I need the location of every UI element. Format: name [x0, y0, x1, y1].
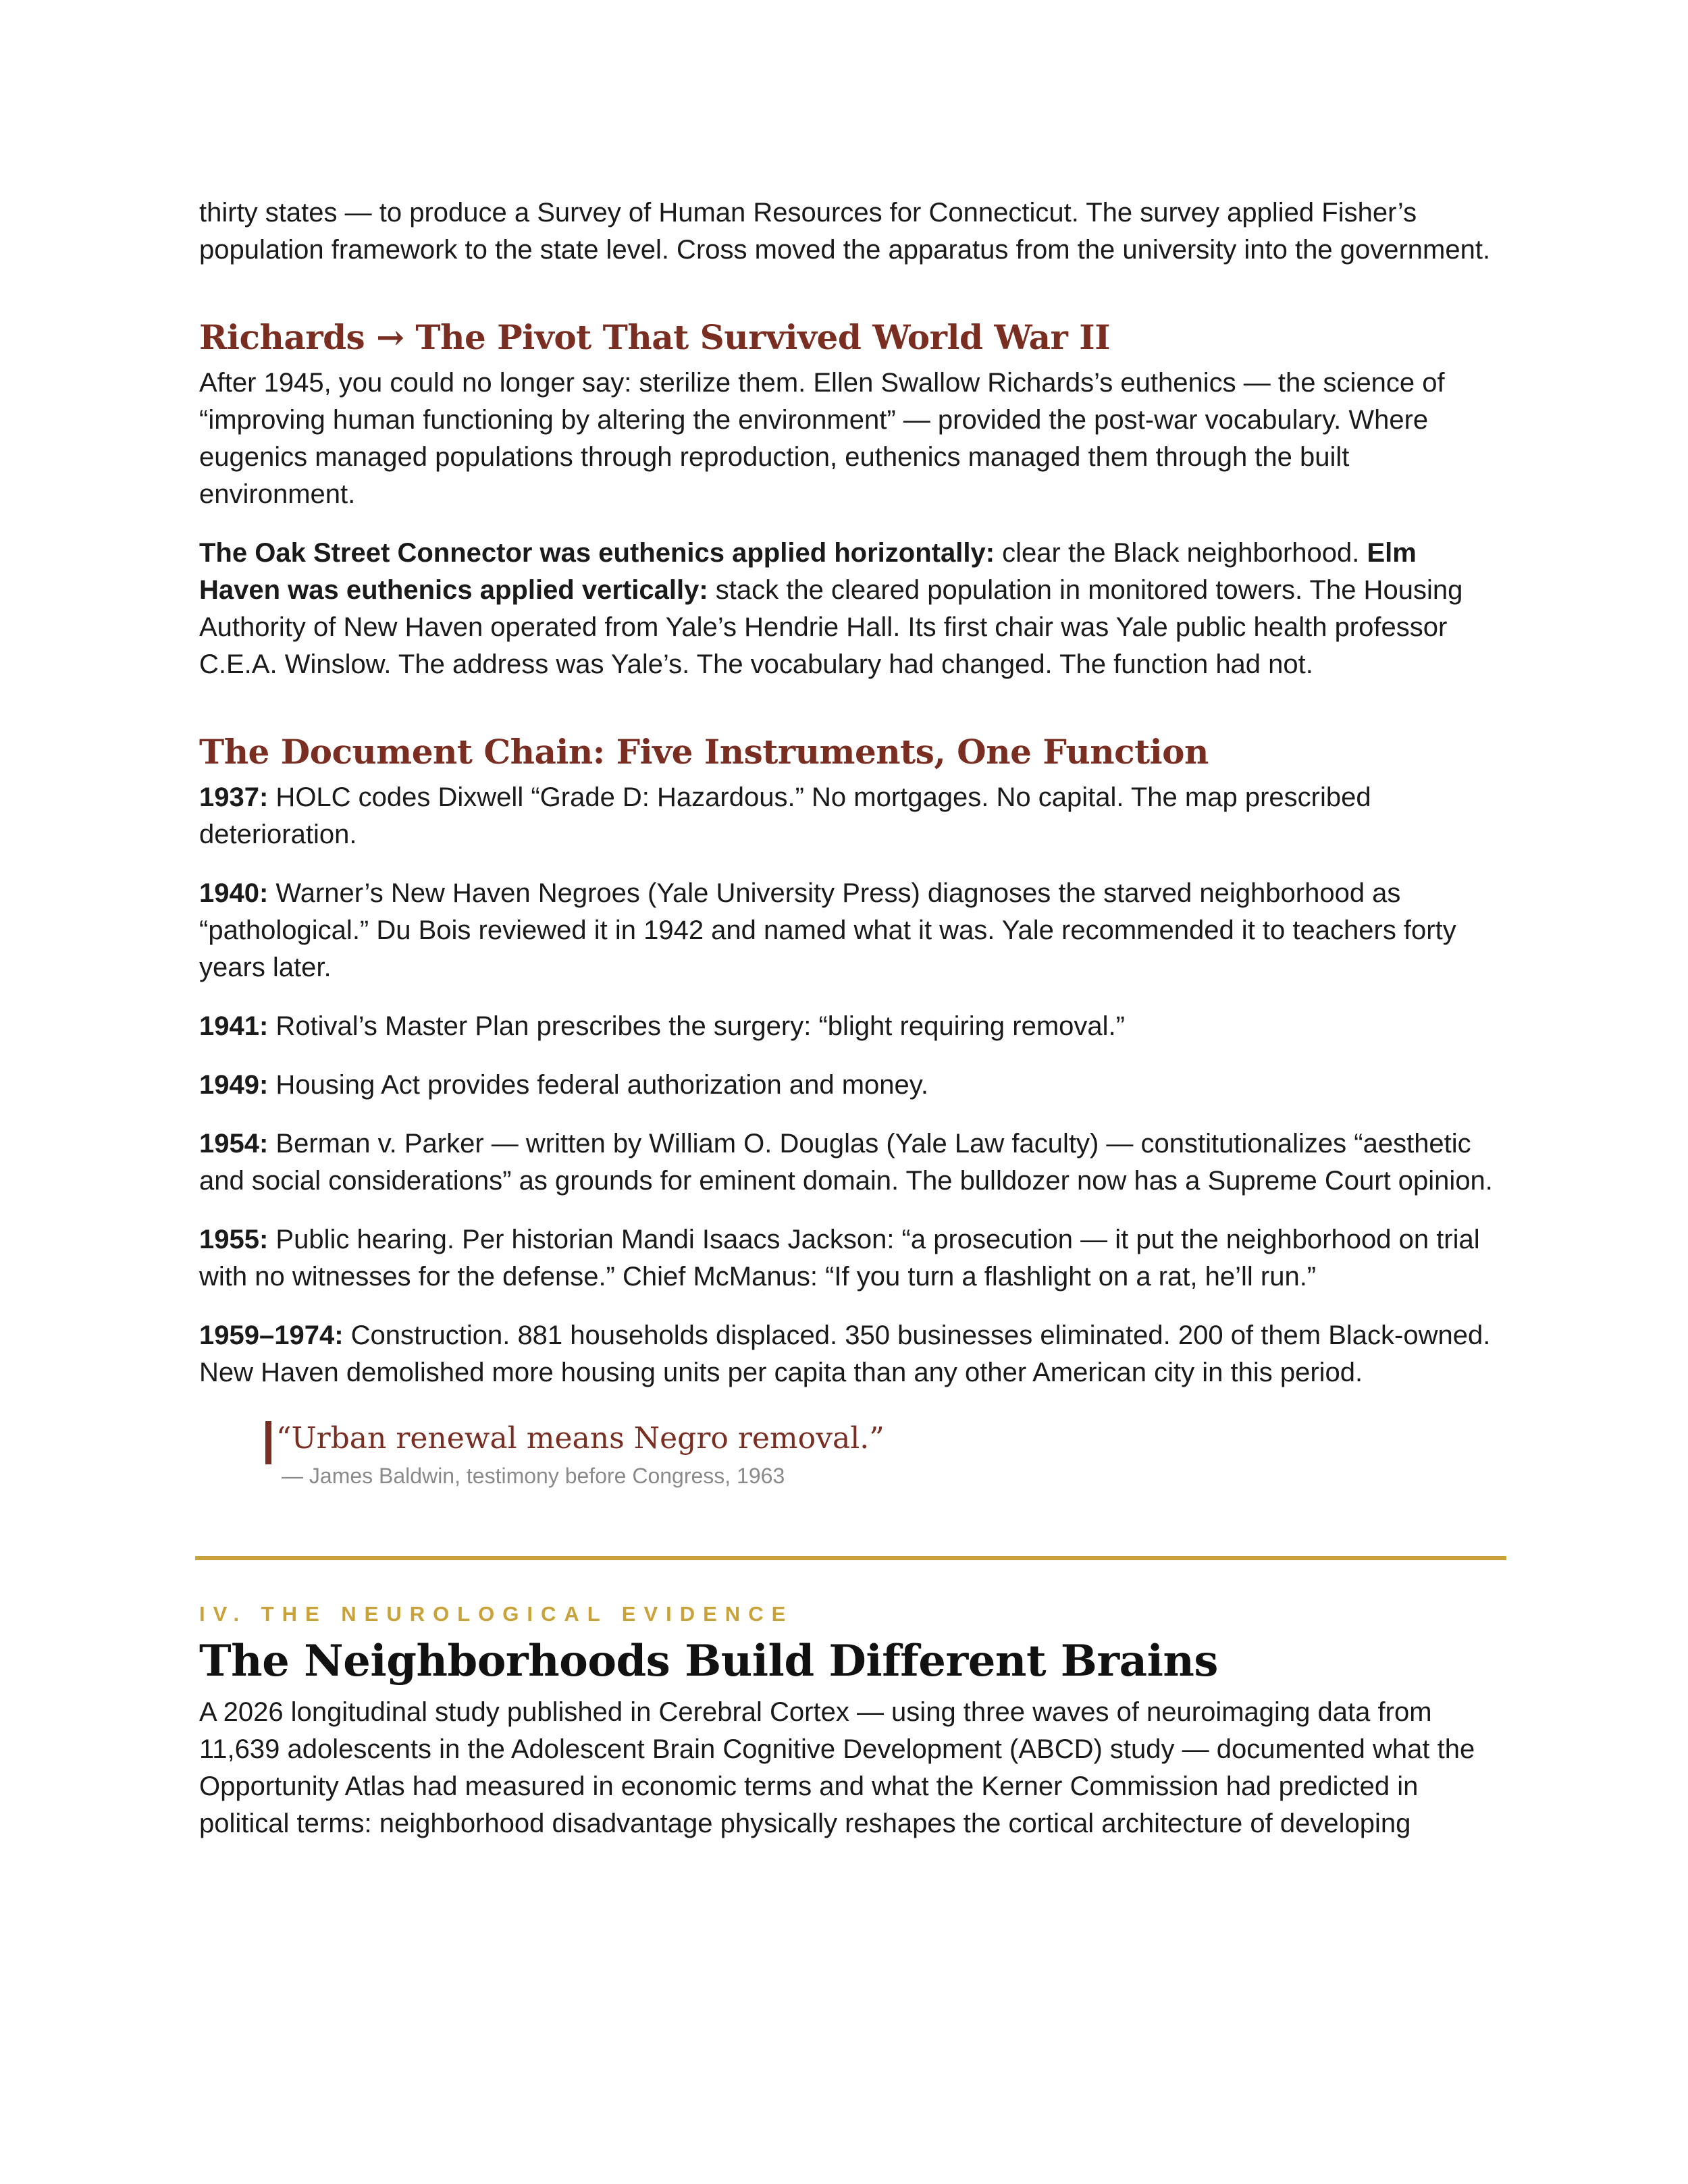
- richards-heading: Richards → The Pivot That Survived World War II: [199, 317, 1111, 357]
- chain-entry-text: Public hearing. Per historian Mandi Isaacs Jackson: “a prosecution — it put the neighborhood on trial with no witnesses for the defense.” Chief McManus: “If you turn a flashlight on a rat, he’ll run.”: [199, 1225, 1480, 1291]
- document-chain-heading: The Document Chain: Five Instruments, One Function: [199, 732, 1209, 772]
- chain-entry-year: 1940:: [199, 878, 269, 908]
- chain-entry: [199, 1125, 1502, 1200]
- intro-paragraph: thirty states — to produce a Survey of Human Resources for Connecticut. The survey applied Fisher’s population framework to the state level. Cross moved the apparatus from the university into the government.: [199, 198, 1491, 265]
- chain-entry-year: 1955:: [199, 1225, 269, 1254]
- chain-entry-year: 1954:: [199, 1129, 269, 1158]
- chain-entry-text: Housing Act provides federal authorization and money.: [268, 1070, 928, 1100]
- richards-paragraph-1: After 1945, you could no longer say: sterilize them. Ellen Swallow Richards’s euthenics — the science of “improving human functioning by altering the environment” — provided the post-war vocabulary. Where eugenics managed populations through reproduction, euthenics managed them through the built environment.: [199, 368, 1445, 509]
- chain-entry: [199, 779, 1502, 853]
- chain-entry-year: 1937:: [199, 782, 269, 812]
- chain-entry-year: 1949:: [199, 1070, 269, 1100]
- quote-text: “Urban renewal means Negro removal.”: [276, 1421, 885, 1456]
- chain-entry-text: Rotival’s Master Plan prescribes the surgery: “blight requiring removal.”: [268, 1011, 1125, 1041]
- oak-street-lead: The Oak Street Connector was euthenics applied horizontally:: [199, 538, 995, 568]
- elm-haven-lead: Elm Haven was euthenics applied vertically:: [199, 538, 1417, 605]
- chain-entry: [199, 1067, 1502, 1104]
- richards-paragraph-2: [199, 535, 1502, 683]
- section-label: IV. THE NEUROLOGICAL EVIDENCE: [199, 1602, 794, 1626]
- pull-quote: [265, 1418, 1502, 1493]
- section-divider: [195, 1556, 1506, 1560]
- chain-entry: [199, 1317, 1502, 1391]
- chain-entry: [199, 1008, 1502, 1045]
- chain-entry: [199, 875, 1502, 986]
- quote-attribution: — James Baldwin, testimony before Congress, 1963: [282, 1464, 785, 1488]
- elm-haven-text: stack the cleared population in monitored towers. The Housing Authority of New Haven operated from Yale’s Hendrie Hall. Its first chair was Yale public health professor C.E.A. Winslow. The address was Yale’s. The vocabulary had changed. The function had not.: [199, 575, 1463, 679]
- chain-entry: [199, 1221, 1502, 1296]
- section-title: The Neighborhoods Build Different Brains: [199, 1636, 1218, 1686]
- chain-entry-text: Warner’s New Haven Negroes (Yale University Press) diagnoses the starved neighborhood as “pathological.” Du Bois reviewed it in 1942 and named what it was. Yale recommended it to teachers forty years later.: [199, 878, 1456, 982]
- section-body: A 2026 longitudinal study published in Cerebral Cortex — using three waves of neuroimaging data from 11,639 adolescents in the Adolescent Brain Cognitive Development (ABCD) study — documented what the Opportunity Atlas had measured in economic terms and what the Kerner Commission had predicted in political terms: neighborhood disadvantage physically reshapes the cortical architecture of developing: [199, 1697, 1475, 1838]
- chain-entry-text: Berman v. Parker — written by William O. Douglas (Yale Law faculty) — constitutionalizes “aesthetic and social considerations” as grounds for eminent domain. The bulldozer now has a Supreme Court opinion.: [199, 1129, 1493, 1196]
- chain-entry-year: 1941:: [199, 1011, 269, 1041]
- chain-entry-text: Construction. 881 households displaced. 350 businesses eliminated. 200 of them Black-owned. New Haven demolished more housing units per capita than any other American city in this period.: [199, 1321, 1491, 1387]
- chain-entry-text: HOLC codes Dixwell “Grade D: Hazardous.” No mortgages. No capital. The map prescribed deterioration.: [199, 782, 1371, 849]
- chain-entry-year: 1959–1974:: [199, 1321, 344, 1350]
- oak-street-text: clear the Black neighborhood.: [995, 538, 1367, 568]
- document-page: [199, 194, 1502, 1842]
- quote-bar: [265, 1421, 271, 1464]
